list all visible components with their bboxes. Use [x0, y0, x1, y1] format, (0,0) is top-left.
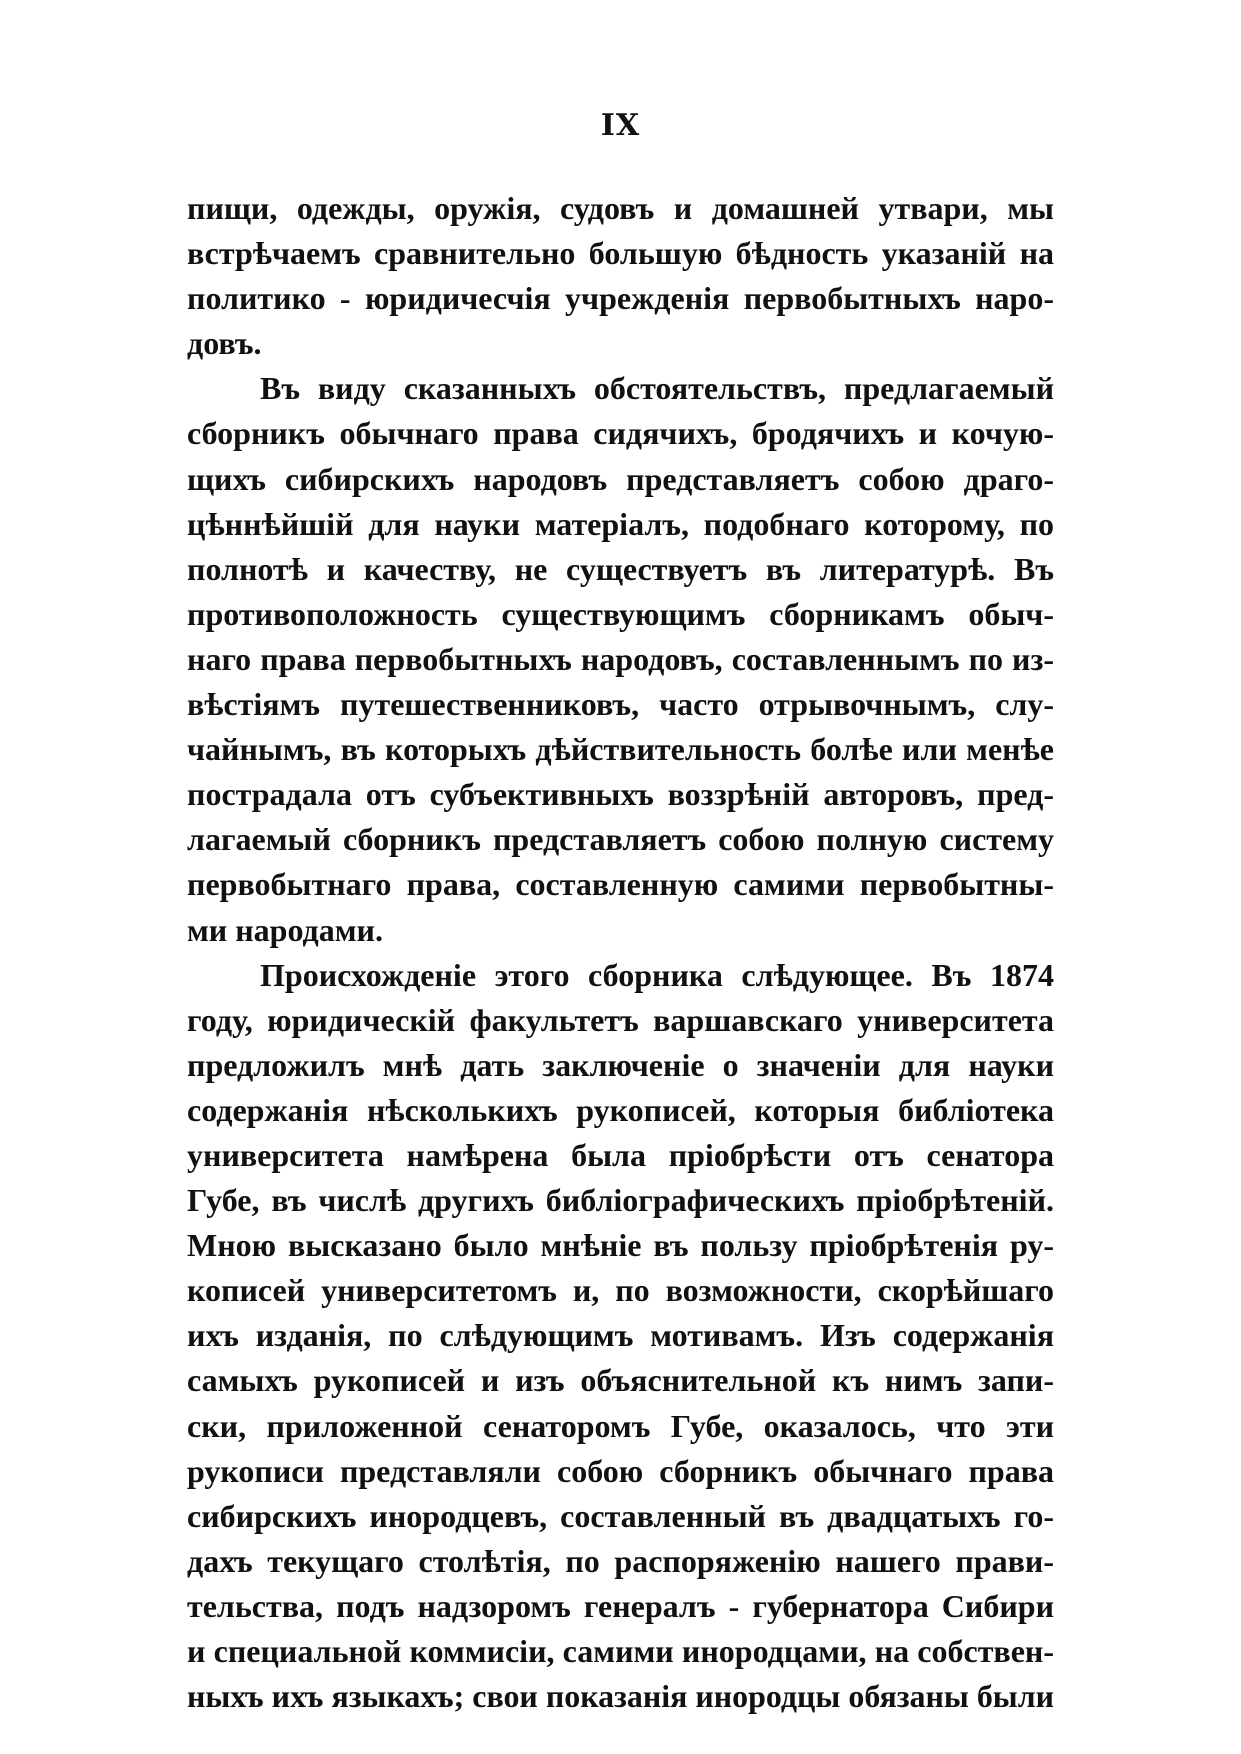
text-line: первобытнаго права, составленную самими первобытны- — [187, 866, 1054, 903]
text-line: встрѣчаемъ сравнительно большую бѣдность указаній на — [187, 235, 1054, 272]
text-line: рукописи представляли собою сборникъ обычнаго права — [187, 1452, 1054, 1489]
text-line: лагаемый сборникъ представляетъ собою полную систему — [187, 821, 1054, 858]
text-line: самыхъ рукописей и изъ объяснительной къ нимъ запи- — [187, 1362, 1054, 1399]
text-line: чайнымъ, въ которыхъ дѣйствительность болѣе или менѣе — [187, 731, 1054, 768]
text-line: сибирскихъ инородцевъ, составленный въ двадцатыхъ го- — [187, 1497, 1054, 1534]
page-text — [187, 186, 1054, 1719]
text-line: ихъ изданія, по слѣдующимъ мотивамъ. Изъ содержанія — [187, 1317, 1054, 1354]
text-line: ски, приложенной сенаторомъ Губе, оказалось, что эти — [187, 1407, 1054, 1444]
text-line: полнотѣ и качеству, не существуетъ въ литературѣ. Въ — [187, 550, 1054, 587]
text-line: сборникъ обычнаго права сидячихъ, бродячихъ и кочую- — [187, 415, 1054, 452]
text-line: противоположность существующимъ сборникамъ обыч- — [187, 595, 1054, 632]
text-line: году, юридическій факультетъ варшавскаго университета — [187, 1001, 1054, 1038]
text-line: тельства, подъ надзоромъ генералъ - губернатора Сибири — [187, 1587, 1054, 1624]
page-number: IX — [600, 108, 641, 143]
paragraph-start-line: Въ виду сказанныхъ обстоятельствъ, предлагаемый — [260, 370, 1054, 407]
text-line: Мною высказано было мнѣніе въ пользу пріобрѣтенія ру- — [187, 1227, 1054, 1264]
text-line: дахъ текущаго столѣтія, по распоряженію нашего прави- — [187, 1542, 1054, 1579]
text-line: цѣннѣйшій для науки матеріалъ, подобнаго которому, по — [187, 505, 1054, 542]
text-line: довъ. — [187, 325, 262, 362]
text-line: содержанія нѣсколькихъ рукописей, которыя библіотека — [187, 1091, 1054, 1128]
text-line: наго права первобытныхъ народовъ, составленнымъ по из- — [187, 640, 1054, 677]
text-line: пищи, одежды, оружія, судовъ и домашней утвари, мы — [187, 190, 1054, 226]
text-line: политико - юридичесчія учрежденія первобытныхъ наро- — [187, 280, 1054, 317]
text-line: пострадала отъ субъективныхъ воззрѣній авторовъ, пред- — [187, 776, 1054, 813]
text-line: вѣстіямъ путешественниковъ, часто отрывочнымъ, слу- — [187, 686, 1054, 723]
paragraph-start-line: Происхожденіе этого сборника слѣдующее. Въ 1874 — [260, 956, 1054, 993]
text-line: ныхъ ихъ языкахъ; свои показанія инородцы обязаны были — [187, 1679, 1054, 1715]
text-line: и специальной коммисіи, самими инородцами, на собствен- — [187, 1633, 1054, 1669]
text-line: кописей университетомъ и, по возможности, скорѣйшаго — [187, 1272, 1054, 1309]
text-line: щихъ сибирскихъ народовъ представляетъ собою драго- — [187, 460, 1054, 497]
text-line: предложилъ мнѣ дать заключеніе о значеніи для науки — [187, 1046, 1054, 1083]
text-line: ми народами. — [187, 911, 383, 948]
text-line: университета намѣрена была пріобрѣсти отъ сенатора — [187, 1136, 1054, 1173]
text-line: Губе, въ числѣ другихъ библіографическихъ пріобрѣтеній. — [187, 1182, 1054, 1219]
